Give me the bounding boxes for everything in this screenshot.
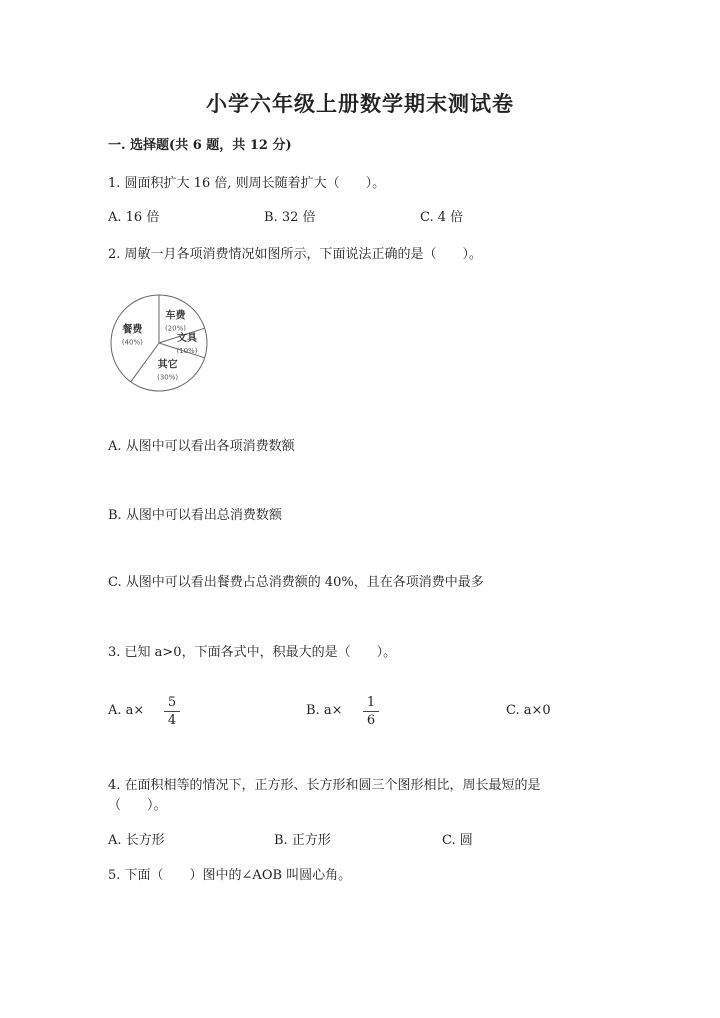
- pie-slice-label: 文具: [177, 333, 197, 344]
- question-3-option-a-fraction: [164, 695, 180, 728]
- fraction-denominator: 6: [366, 713, 376, 728]
- section-heading: 一. 选择题(共 6 题，共 12 分): [108, 138, 292, 153]
- pie-slice-percent: (30%): [157, 373, 179, 382]
- question-5-stem: 5. 下面（ ）图中的∠AOB 叫圆心角。: [108, 868, 352, 883]
- question-1-option-b: B. 32 倍: [264, 210, 316, 225]
- pie-slice-label: 车费: [165, 310, 186, 322]
- question-4-option-c: C. 圆: [442, 833, 473, 848]
- question-2-option-a: A. 从图中可以看出各项消费数额: [108, 439, 295, 454]
- question-3-option-a: A. a×: [108, 703, 145, 718]
- question-4-stem-continued: （ ）。: [108, 798, 167, 813]
- fraction-denominator: 4: [167, 713, 177, 728]
- question-2-stem: 2. 周敏一月各项消费情况如图所示，下面说法正确的是（ ）。: [108, 247, 483, 262]
- fraction-bar: [164, 711, 180, 712]
- page-title: 小学六年级上册数学期末测试卷: [206, 91, 514, 116]
- pie-slice-percent: (20%): [164, 324, 186, 333]
- question-1-stem: 1. 圆面积扩大 16 倍, 则周长随着扩大（ ）。: [108, 176, 386, 191]
- fraction-bar: [363, 711, 379, 712]
- question-3-stem: 3. 已知 a>0，下面各式中，积最大的是（ ）。: [108, 645, 397, 660]
- question-3-option-b: B. a×: [306, 703, 343, 718]
- pie-slice-percent: (40%): [121, 338, 143, 347]
- question-3-option-b-fraction: [363, 695, 379, 728]
- pie-chart: [100, 290, 220, 400]
- question-2-option-b: B. 从图中可以看出总消费数额: [108, 508, 282, 523]
- question-4-option-a: A. 长方形: [108, 833, 165, 848]
- question-4-stem: 4. 在面积相等的情况下，正方形、长方形和圆三个图形相比，周长最短的是: [108, 778, 541, 793]
- pie-slice-label: 餐费: [122, 324, 143, 336]
- fraction-numerator: 5: [167, 695, 177, 710]
- pie-slice-percent: (10%): [176, 347, 198, 355]
- question-3-option-c: C. a×0: [506, 703, 551, 718]
- question-4-option-b: B. 正方形: [274, 833, 331, 848]
- question-1-option-c: C. 4 倍: [420, 210, 464, 225]
- question-1-option-a: A. 16 倍: [108, 210, 160, 225]
- pie-divider-3: [131, 343, 159, 382]
- pie-slice-label: 其它: [157, 359, 178, 371]
- question-2-option-c: C. 从图中可以看出餐费占总消费额的 40%，且在各项消费中最多: [108, 575, 484, 590]
- fraction-numerator: 1: [366, 695, 376, 710]
